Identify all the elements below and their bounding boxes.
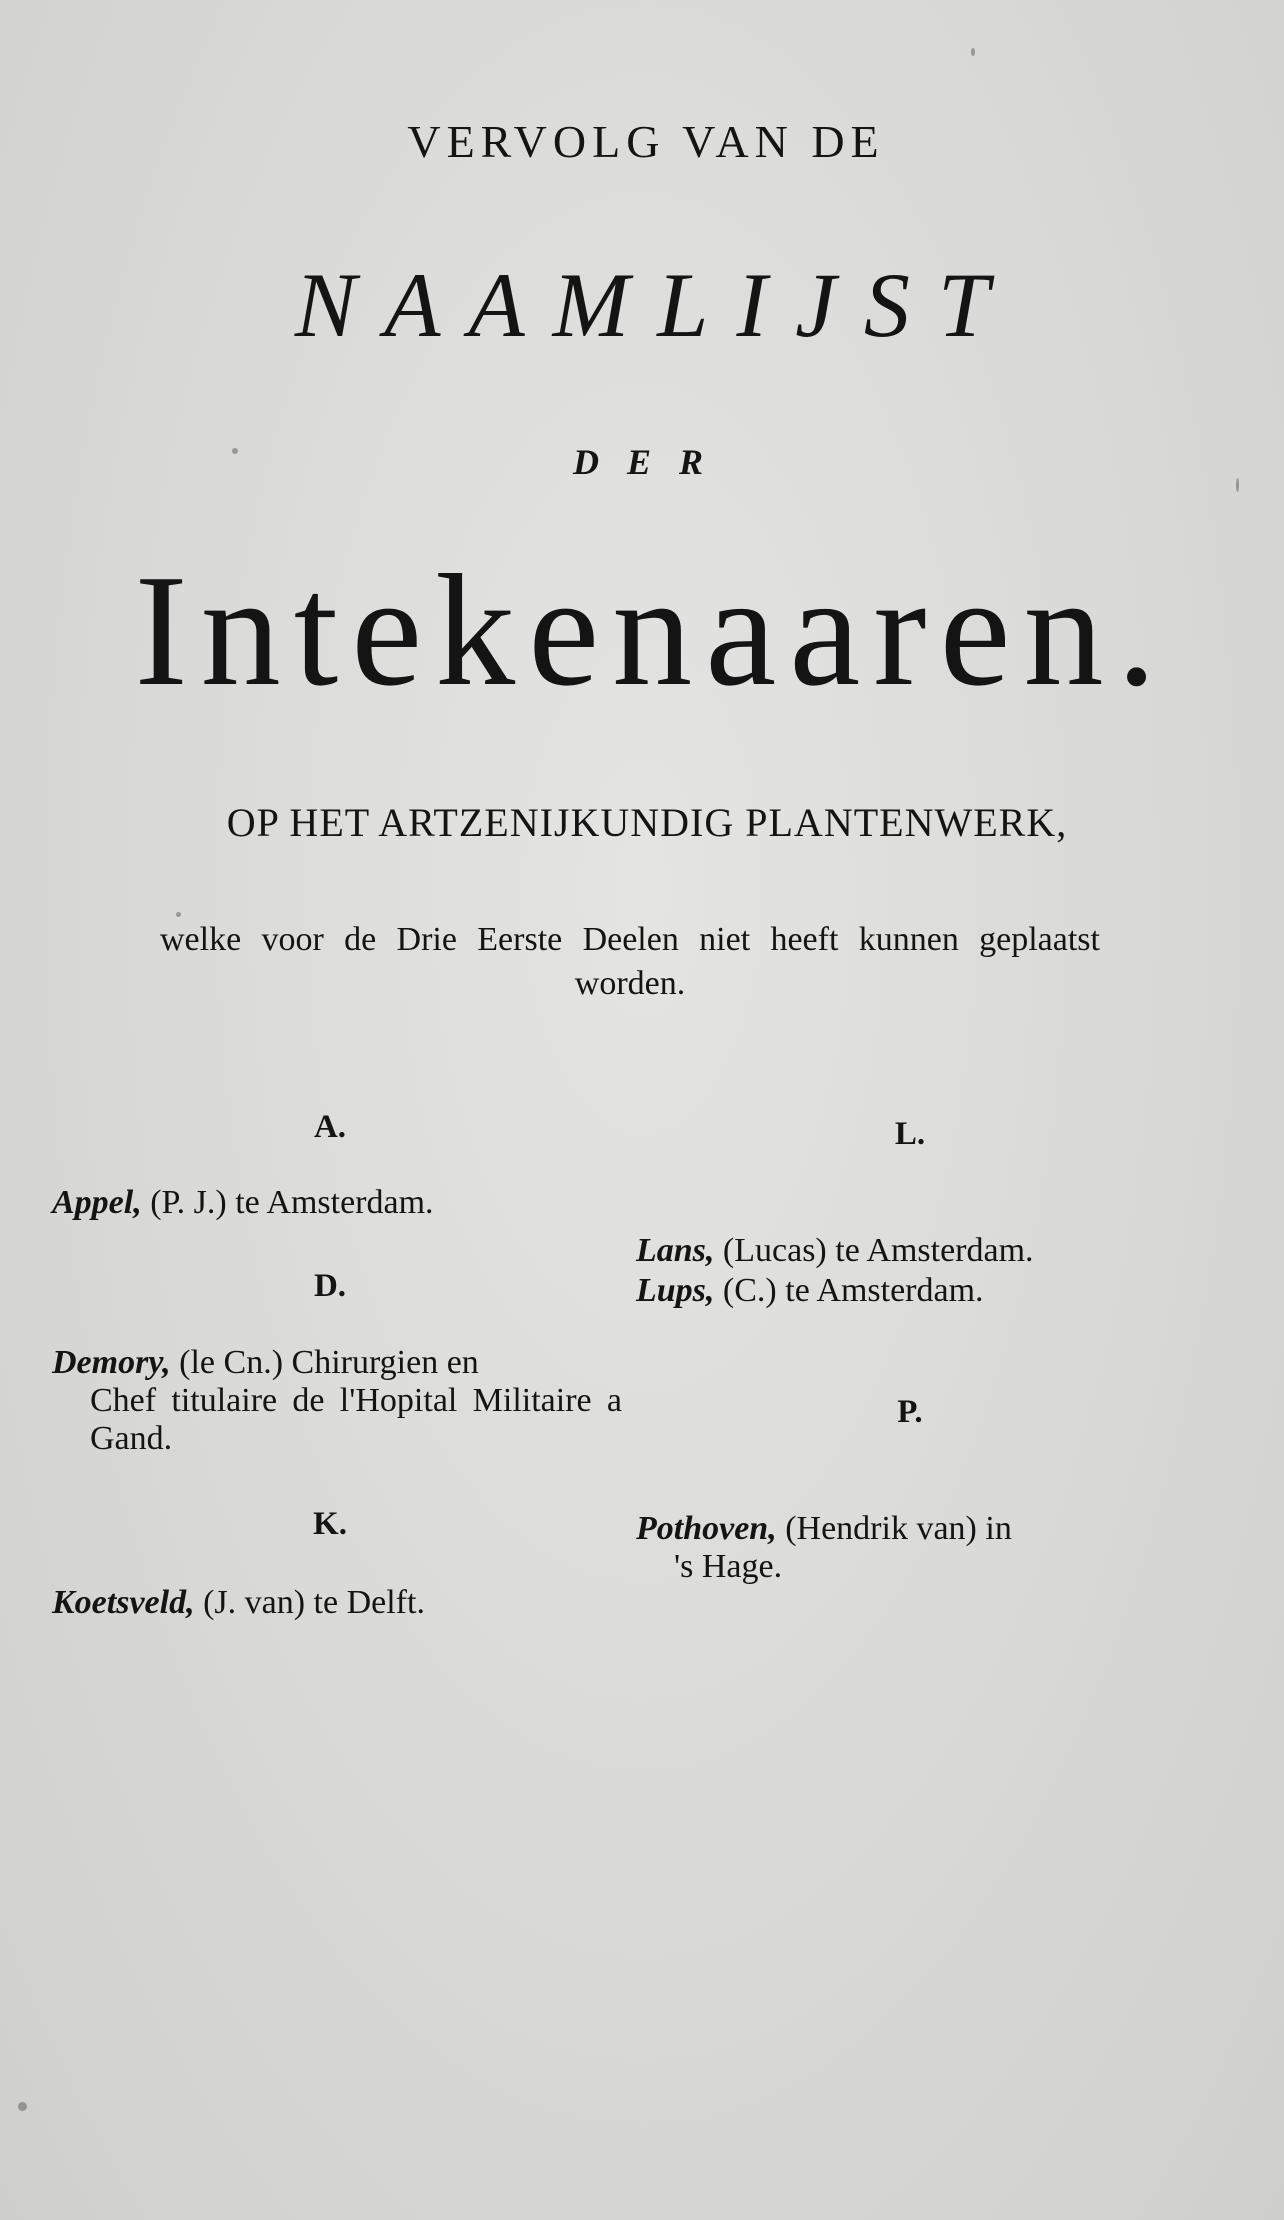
entry-name: Appel, xyxy=(52,1184,142,1221)
paper-speck xyxy=(971,48,975,56)
title-naamlijst: NAAMLIJST xyxy=(294,254,1018,356)
list-item xyxy=(52,1184,622,1222)
subtitle-plantenwerk: OP HET ARTZENIJKUNDIG PLANTENWERK, xyxy=(226,800,1068,845)
paper-speck xyxy=(1236,478,1239,492)
section-letter-p: P. xyxy=(897,1394,923,1430)
entry-detail: (le Cn.) Chirurgien en xyxy=(170,1344,479,1381)
entry-detail: (J. van) te Delft. xyxy=(194,1584,425,1621)
entry-name: Koetsveld, xyxy=(52,1584,195,1621)
paper-speck xyxy=(232,448,238,454)
list-item xyxy=(52,1584,622,1622)
entry-detail: (P. J.) te Amsterdam. xyxy=(141,1184,434,1221)
title-der: DER xyxy=(572,442,732,482)
paper-speck xyxy=(18,2102,27,2111)
entry-continuation: 's Hage. xyxy=(674,1548,783,1585)
title-vervolg: VERVOLG VAN DE xyxy=(407,116,885,167)
section-letter-k: K. xyxy=(313,1506,347,1542)
entry-name: Demory, xyxy=(52,1344,171,1381)
list-item xyxy=(636,1232,1196,1270)
entry-detail: (C.) te Amsterdam. xyxy=(714,1272,984,1309)
entry-name: Lups, xyxy=(636,1272,715,1309)
entry-detail: (Hendrik van) in xyxy=(776,1510,1012,1547)
entry-detail: (Lucas) te Amsterdam. xyxy=(714,1232,1034,1269)
list-item xyxy=(52,1344,622,1458)
entry-name: Pothoven, xyxy=(636,1510,777,1547)
section-letter-a: A. xyxy=(313,1109,347,1145)
paper-speck xyxy=(176,912,181,917)
list-item xyxy=(636,1510,1156,1586)
list-item xyxy=(636,1272,1196,1310)
section-letter-l: L. xyxy=(894,1116,926,1152)
section-letter-d: D. xyxy=(313,1268,347,1304)
entry-name: Lans, xyxy=(636,1232,715,1269)
description-text: welke voor de Drie Eerste Deelen niet heeft kunnen geplaatst worden. xyxy=(160,921,1100,1002)
title-intekenaaren: Intekenaaren. xyxy=(134,541,1170,719)
entry-continuation: Chef titulaire de l'Hopital Militaire a Gand. xyxy=(90,1382,622,1457)
